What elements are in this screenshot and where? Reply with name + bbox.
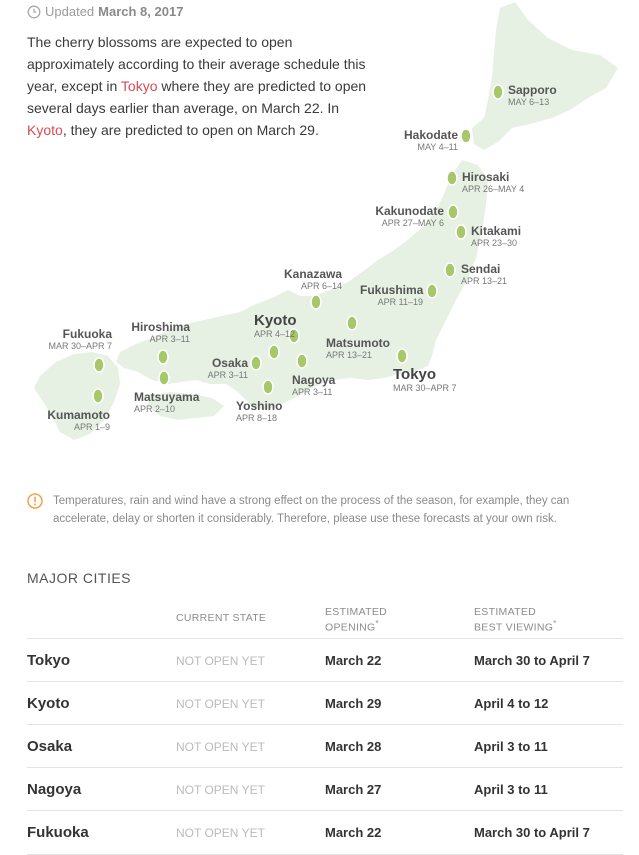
table-row: [27, 724, 623, 768]
city-name: Kitakami: [471, 224, 522, 238]
city-dates: APR 3–11: [149, 334, 190, 344]
intro-paragraph: [27, 31, 372, 141]
city-dates: APR 3–11: [207, 370, 248, 380]
table-row: [27, 767, 623, 811]
city-label-sendai: [461, 262, 507, 286]
marker-fukushima: [427, 284, 437, 298]
marker-hakodate: [461, 129, 471, 143]
city-name: Nagoya: [292, 373, 336, 387]
header-opening-line2: OPENING: [325, 621, 376, 634]
city-dates: APR 26–MAY 4: [462, 184, 525, 194]
row-state: NOT OPEN YET: [176, 697, 265, 711]
row-best-viewing: March 30 to April 7: [474, 653, 590, 668]
header-best-line2: BEST VIEWING: [474, 621, 554, 634]
row-city: Nagoya: [27, 781, 82, 798]
city-label-nagoya: [292, 373, 335, 397]
city-name: Kanazawa: [284, 267, 343, 281]
city-label-hiroshima: [128, 320, 190, 344]
city-dates: APR 6–14: [300, 281, 342, 291]
city-label-fukuoka: [42, 327, 112, 351]
disclaimer-text: Temperatures, rain and wind have a strong effect on the process of the season, for example, they can accelerate, delay or shorten it considerably. Therefore, please use these forecasts at your own risk.: [53, 495, 570, 525]
city-label-hirosaki: [462, 170, 524, 194]
marker-fukuoka: [94, 358, 104, 372]
row-city: Osaka: [27, 738, 73, 755]
marker-sendai: [445, 263, 455, 277]
table-row: [27, 810, 623, 855]
city-dates: APR 2–10: [134, 404, 176, 414]
row-best-viewing: April 3 to 11: [474, 739, 548, 754]
marker-matsuyama: [159, 371, 169, 385]
city-label-kakunodate: [374, 204, 444, 228]
header-opening-line1: ESTIMATED: [325, 606, 388, 618]
table-row: [27, 638, 623, 682]
city-label-matsuyama: [134, 390, 199, 414]
marker-sapporo: [493, 85, 503, 99]
row-best-viewing: April 4 to 12: [474, 696, 549, 711]
clock-icon: [27, 5, 41, 19]
city-label-tokyo: [393, 366, 457, 393]
row-opening: March 27: [325, 782, 382, 797]
marker-yoshino: [263, 380, 273, 394]
city-name: Tokyo: [393, 366, 437, 383]
city-name: Kakunodate: [375, 204, 444, 218]
header-estimated-opening: [325, 606, 387, 634]
marker-tokyo: [397, 349, 407, 363]
tokyo-link[interactable]: Tokyo: [120, 78, 158, 94]
header-estimated-best-viewing: [474, 606, 557, 634]
city-name: Matsumoto: [326, 336, 390, 350]
city-label-fukushima: [360, 283, 423, 307]
marker-kumamoto: [93, 389, 103, 403]
row-city: Kyoto: [27, 695, 70, 712]
updated-label: Updated: [45, 4, 95, 19]
row-best-viewing: April 3 to 11: [474, 782, 548, 797]
city-dates: APR 23–30: [471, 238, 518, 248]
warning-icon: [27, 493, 43, 509]
city-label-matsumoto: [326, 336, 390, 360]
row-city: Tokyo: [27, 652, 71, 669]
row-state: NOT OPEN YET: [176, 740, 265, 754]
city-name: Sendai: [461, 262, 501, 276]
row-best-viewing: March 30 to April 7: [474, 825, 590, 840]
city-label-kumamoto: [44, 408, 110, 432]
marker-nagoya: [297, 354, 307, 368]
city-name: Kumamoto: [47, 408, 110, 422]
city-label-kanazawa: [284, 267, 342, 291]
city-label-kyoto: [254, 312, 297, 339]
major-cities-title: MAJOR CITIES: [27, 570, 132, 586]
city-name: Hiroshima: [131, 320, 190, 334]
city-dates: MAR 30–APR 7: [48, 341, 112, 351]
marker-hiroshima: [158, 350, 168, 364]
row-city: Fukuoka: [27, 824, 89, 841]
city-dates: APR 8–18: [236, 413, 278, 423]
city-dates: APR 3–11: [292, 387, 333, 397]
city-name: Sapporo: [508, 83, 557, 97]
city-dates: APR 13–21: [326, 350, 373, 360]
city-name: Matsuyama: [134, 390, 200, 404]
intro-text-3: , they are predicted to open on March 29.: [62, 122, 319, 138]
city-name: Hakodate: [404, 128, 459, 142]
city-dates: MAY 6–13: [508, 97, 550, 107]
city-dates: APR 27–MAY 6: [381, 218, 444, 228]
intro-text-2: where they are predicted to open several days earlier than average, on March 22. In: [27, 78, 367, 116]
table-header: [27, 604, 623, 638]
forecast-disclaimer: [27, 492, 607, 528]
marker-hirosaki: [447, 171, 457, 185]
marker-osaka: [251, 356, 261, 370]
city-name: Hirosaki: [462, 170, 510, 184]
city-label-yoshino: [236, 399, 282, 423]
header-opening-asterisk: *: [375, 619, 379, 628]
city-name: Yoshino: [236, 399, 283, 413]
row-state: NOT OPEN YET: [176, 654, 265, 668]
marker-kanazawa: [311, 295, 321, 309]
marker-kakunodate: [448, 205, 458, 219]
city-dates: APR 11–19: [377, 297, 423, 307]
city-dates: APR 13–21: [461, 276, 508, 286]
marker-kyoto: [269, 345, 279, 359]
city-label-sapporo: [508, 83, 557, 107]
row-opening: March 28: [325, 739, 382, 754]
updated-date: March 8, 2017: [98, 4, 184, 19]
row-opening: March 22: [325, 653, 382, 668]
city-label-kitakami: [471, 224, 521, 248]
marker-kitakami: [456, 225, 466, 239]
city-label-osaka: [202, 356, 248, 380]
city-name: Fukushima: [360, 283, 424, 297]
city-name: Kyoto: [254, 312, 297, 329]
city-dates: MAY 4–11: [417, 142, 458, 152]
kyoto-link[interactable]: Kyoto: [27, 122, 63, 138]
updated-line: [27, 4, 183, 19]
city-label-hakodate: [404, 128, 458, 152]
table-row: [27, 681, 623, 725]
city-name: Osaka: [211, 356, 248, 370]
header-best-asterisk: *: [553, 619, 557, 628]
city-dates: APR 1–9: [73, 422, 110, 432]
city-name: Fukuoka: [62, 327, 112, 341]
header-current-state: CURRENT STATE: [176, 612, 267, 624]
marker-matsumoto: [347, 316, 357, 330]
row-state: NOT OPEN YET: [176, 783, 265, 797]
row-state: NOT OPEN YET: [176, 826, 265, 840]
city-dates: MAR 30–APR 7: [393, 383, 457, 393]
city-dates: APR 4–12: [254, 329, 296, 339]
row-opening: March 22: [325, 825, 382, 840]
row-opening: March 29: [325, 696, 382, 711]
header-best-line1: ESTIMATED: [474, 606, 537, 618]
intro-text-1: The cherry blossoms are expected to open approximately according to their average schedule this year, except in: [27, 34, 366, 94]
